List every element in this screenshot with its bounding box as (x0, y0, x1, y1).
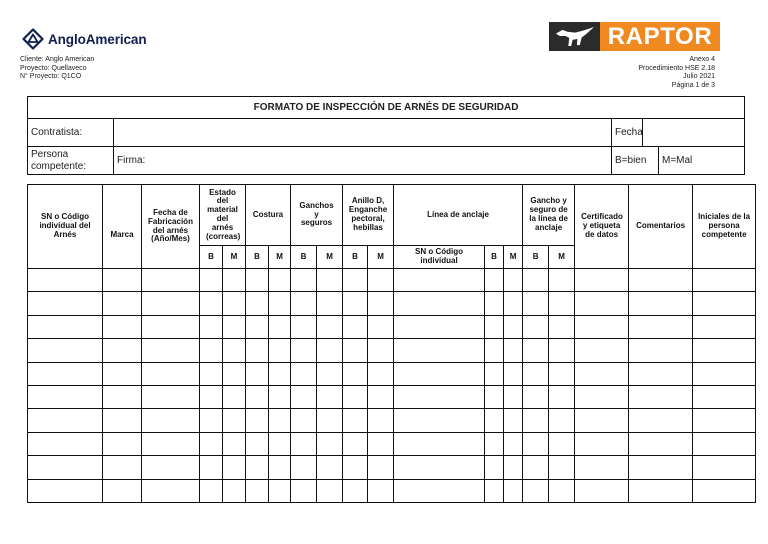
table-cell (549, 479, 575, 502)
table-cell (317, 479, 343, 502)
table-cell (549, 315, 575, 338)
table-cell (523, 479, 549, 502)
table-cell (317, 409, 343, 432)
header-row-main (28, 185, 756, 246)
table-cell (142, 269, 200, 292)
table-cell (504, 362, 523, 385)
col-header-estado-material: Estado del material del arnés (correas) (200, 185, 246, 246)
table-cell (575, 315, 629, 338)
table-cell (317, 385, 343, 408)
table-cell (394, 292, 485, 315)
table-cell (629, 362, 693, 385)
table-cell (549, 409, 575, 432)
table-cell (523, 292, 549, 315)
firma-label: Firma: (114, 147, 612, 175)
table-header (28, 185, 756, 269)
table-cell (291, 362, 317, 385)
table-cell (269, 362, 291, 385)
table-cell (575, 362, 629, 385)
table-cell (504, 315, 523, 338)
contratista-field (114, 119, 612, 147)
table-cell (317, 339, 343, 362)
table-cell (575, 339, 629, 362)
table-cell (394, 432, 485, 455)
col-header-linea-anclaje: Línea de anclaje (394, 185, 523, 246)
contratista-row (28, 119, 745, 147)
table-cell (485, 409, 504, 432)
table-cell (368, 362, 394, 385)
table-cell (142, 315, 200, 338)
table-cell (523, 432, 549, 455)
table-cell (485, 479, 504, 502)
table-cell (200, 432, 223, 455)
table-cell (394, 269, 485, 292)
table-cell (629, 385, 693, 408)
table-cell (343, 456, 368, 479)
table-cell (142, 362, 200, 385)
table-row (28, 269, 756, 292)
table-cell (693, 269, 756, 292)
table-cell (317, 432, 343, 455)
table-cell (246, 339, 269, 362)
contratista-label: Contratista: (28, 119, 114, 147)
table-cell (343, 385, 368, 408)
table-cell (103, 456, 142, 479)
table-cell (103, 315, 142, 338)
table-cell (485, 339, 504, 362)
table-row (28, 432, 756, 455)
table-cell (317, 456, 343, 479)
table-cell (343, 339, 368, 362)
table-cell (28, 409, 103, 432)
table-cell (223, 269, 246, 292)
table-cell (504, 292, 523, 315)
form-header-table (27, 96, 745, 175)
subheader-anillo-b: B (343, 246, 368, 269)
table-row (28, 385, 756, 408)
table-cell (629, 432, 693, 455)
table-cell (575, 456, 629, 479)
table-cell (549, 292, 575, 315)
table-cell (103, 339, 142, 362)
table-cell (575, 432, 629, 455)
table-cell (291, 292, 317, 315)
anglo-american-logo (22, 27, 146, 51)
table-cell (246, 385, 269, 408)
table-cell (317, 315, 343, 338)
col-header-costura: Costura (246, 185, 291, 246)
table-cell (575, 409, 629, 432)
table-cell (575, 479, 629, 502)
form-title: FORMATO DE INSPECCIÓN DE ARNÉS DE SEGURIDAD (28, 97, 745, 119)
fecha-field (643, 119, 745, 147)
table-cell (693, 409, 756, 432)
table-cell (368, 432, 394, 455)
table-row (28, 339, 756, 362)
project-line: Proyecto: Quellaveco (20, 64, 87, 72)
table-cell (269, 479, 291, 502)
table-cell (368, 339, 394, 362)
table-cell (629, 409, 693, 432)
table-cell (485, 362, 504, 385)
project-number-line: N° Proyecto: Q1CO (20, 73, 82, 81)
table-cell (246, 409, 269, 432)
table-cell (223, 456, 246, 479)
table-cell (485, 432, 504, 455)
table-cell (200, 315, 223, 338)
table-cell (28, 292, 103, 315)
table-cell (343, 315, 368, 338)
table-cell (504, 385, 523, 408)
table-cell (394, 409, 485, 432)
table-row (28, 292, 756, 315)
table-cell (223, 479, 246, 502)
table-cell (200, 479, 223, 502)
table-cell (103, 479, 142, 502)
client-line: Cliente: Anglo American (20, 56, 95, 63)
annex-line: Anexo 4 (689, 56, 715, 63)
col-header-marca: Marca (103, 185, 142, 269)
table-cell (142, 339, 200, 362)
table-cell (223, 409, 246, 432)
table-cell (317, 292, 343, 315)
raptor-logo (549, 22, 720, 51)
table-cell (246, 292, 269, 315)
table-cell (523, 269, 549, 292)
table-cell (246, 479, 269, 502)
subheader-anillo-m: M (368, 246, 394, 269)
subheader-ganchos-b: B (291, 246, 317, 269)
table-cell (246, 315, 269, 338)
table-cell (28, 362, 103, 385)
table-cell (368, 292, 394, 315)
col-header-anillo-d: Anillo D, Enganche pectoral, hebillas (343, 185, 394, 246)
table-cell (291, 339, 317, 362)
table-cell (291, 315, 317, 338)
col-header-iniciales: Iniciales de la persona competente (693, 185, 756, 269)
table-cell (504, 339, 523, 362)
table-cell (28, 456, 103, 479)
table-cell (103, 385, 142, 408)
table-cell (523, 385, 549, 408)
table-cell (343, 432, 368, 455)
table-cell (343, 362, 368, 385)
table-row (28, 456, 756, 479)
legend-mal: M=Mal (659, 147, 745, 175)
subheader-gancho-m: M (549, 246, 575, 269)
subheader-estado-m: M (223, 246, 246, 269)
table-cell (504, 432, 523, 455)
table-cell (103, 432, 142, 455)
table-cell (223, 385, 246, 408)
form-title-row (28, 97, 745, 119)
client-info (20, 56, 94, 82)
raptor-dinosaur-icon (549, 22, 600, 51)
table-row (28, 409, 756, 432)
table-cell (523, 362, 549, 385)
table-cell (246, 269, 269, 292)
table-cell (485, 269, 504, 292)
table-row (28, 479, 756, 502)
table-cell (269, 315, 291, 338)
table-cell (103, 409, 142, 432)
table-cell (291, 432, 317, 455)
table-cell (575, 385, 629, 408)
table-cell (200, 456, 223, 479)
table-cell (504, 409, 523, 432)
table-cell (523, 339, 549, 362)
page-number-line: Página 1 de 3 (671, 81, 715, 89)
table-cell (394, 456, 485, 479)
fecha-label: Fecha (612, 119, 643, 147)
table-body (28, 269, 756, 503)
col-header-sn-arnes: SN o Código individual del Arnés (28, 185, 103, 269)
legend-bien: B=bien (612, 147, 659, 175)
table-cell (103, 269, 142, 292)
inspection-table (27, 184, 756, 503)
table-cell (28, 269, 103, 292)
table-cell (142, 456, 200, 479)
table-cell (142, 479, 200, 502)
table-cell (103, 362, 142, 385)
date-line: Julio 2021 (683, 73, 715, 81)
table-cell (142, 432, 200, 455)
anglo-american-logo-icon (22, 28, 44, 50)
table-cell (246, 432, 269, 455)
subheader-costura-m: M (269, 246, 291, 269)
table-cell (504, 479, 523, 502)
table-cell (549, 339, 575, 362)
table-cell (368, 315, 394, 338)
table-cell (368, 385, 394, 408)
table-cell (269, 339, 291, 362)
table-cell (291, 269, 317, 292)
table-cell (343, 292, 368, 315)
table-cell (575, 292, 629, 315)
table-cell (629, 479, 693, 502)
table-cell (343, 409, 368, 432)
table-cell (368, 456, 394, 479)
table-cell (394, 315, 485, 338)
subheader-costura-b: B (246, 246, 269, 269)
subheader-linea-m: M (504, 246, 523, 269)
subheader-gancho-b: B (523, 246, 549, 269)
subheader-linea-sn: SN o Código individual (394, 246, 485, 269)
table-cell (629, 292, 693, 315)
table-cell (504, 456, 523, 479)
table-cell (549, 432, 575, 455)
table-cell (693, 292, 756, 315)
table-cell (693, 456, 756, 479)
table-cell (200, 339, 223, 362)
table-cell (223, 362, 246, 385)
table-cell (549, 456, 575, 479)
subheader-estado-b: B (200, 246, 223, 269)
table-cell (142, 409, 200, 432)
table-cell (368, 269, 394, 292)
anglo-american-logo-text: AngloAmerican (48, 31, 147, 47)
document-info (638, 56, 715, 90)
table-cell (317, 362, 343, 385)
table-cell (485, 315, 504, 338)
table-cell (394, 479, 485, 502)
persona-competente-label: Persona competente: (28, 147, 114, 175)
table-cell (28, 432, 103, 455)
table-cell (200, 385, 223, 408)
table-cell (504, 269, 523, 292)
col-header-comentarios: Comentarios (629, 185, 693, 269)
table-cell (693, 315, 756, 338)
table-cell (291, 479, 317, 502)
table-cell (269, 456, 291, 479)
subheader-linea-b: B (485, 246, 504, 269)
table-cell (200, 269, 223, 292)
table-cell (368, 409, 394, 432)
col-header-ganchos-seguros: Ganchos y seguros (291, 185, 343, 246)
table-cell (28, 479, 103, 502)
table-cell (693, 339, 756, 362)
table-cell (394, 385, 485, 408)
table-cell (629, 456, 693, 479)
table-cell (246, 456, 269, 479)
table-cell (200, 409, 223, 432)
table-cell (485, 385, 504, 408)
table-cell (223, 339, 246, 362)
table-cell (246, 362, 269, 385)
table-cell (629, 339, 693, 362)
table-row (28, 315, 756, 338)
table-cell (103, 292, 142, 315)
table-cell (291, 456, 317, 479)
table-cell (223, 432, 246, 455)
table-cell (28, 385, 103, 408)
table-cell (343, 479, 368, 502)
table-cell (523, 409, 549, 432)
col-header-certificado: Certificado y etiqueta de datos (575, 185, 629, 269)
table-row (28, 362, 756, 385)
table-cell (575, 269, 629, 292)
table-cell (368, 479, 394, 502)
table-cell (28, 315, 103, 338)
table-cell (523, 315, 549, 338)
col-header-fecha-fabricacion: Fecha de Fabricación del arnés (Año/Mes) (142, 185, 200, 269)
subheader-ganchos-m: M (317, 246, 343, 269)
table-cell (223, 315, 246, 338)
table-cell (549, 385, 575, 408)
table-cell (693, 479, 756, 502)
table-cell (693, 432, 756, 455)
table-cell (269, 385, 291, 408)
table-cell (317, 269, 343, 292)
table-cell (693, 362, 756, 385)
table-cell (223, 292, 246, 315)
table-cell (269, 409, 291, 432)
table-cell (394, 339, 485, 362)
table-cell (549, 362, 575, 385)
table-cell (343, 269, 368, 292)
procedure-line: Procedimiento HSE 2.18 (638, 64, 715, 72)
raptor-logo-text: RAPTOR (600, 22, 720, 51)
table-cell (28, 339, 103, 362)
table-cell (142, 292, 200, 315)
table-cell (269, 432, 291, 455)
table-cell (394, 362, 485, 385)
table-cell (629, 315, 693, 338)
table-cell (269, 292, 291, 315)
table-cell (629, 269, 693, 292)
table-cell (269, 269, 291, 292)
table-cell (142, 385, 200, 408)
table-cell (485, 292, 504, 315)
table-cell (549, 269, 575, 292)
table-cell (523, 456, 549, 479)
col-header-gancho-linea: Gancho y seguro de la línea de anclaje (523, 185, 575, 246)
table-cell (291, 409, 317, 432)
table-cell (200, 362, 223, 385)
table-cell (693, 385, 756, 408)
table-cell (200, 292, 223, 315)
persona-row (28, 147, 745, 175)
table-cell (485, 456, 504, 479)
table-cell (291, 385, 317, 408)
